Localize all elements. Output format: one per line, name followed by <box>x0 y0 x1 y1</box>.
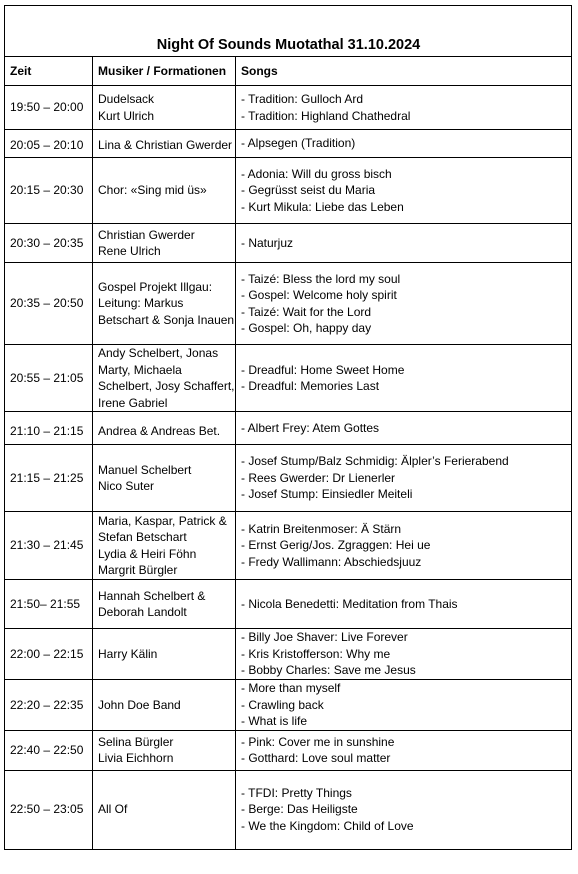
songs-cell <box>236 412 572 445</box>
song-line: - Crawling back <box>241 697 324 712</box>
table-row <box>5 770 572 849</box>
song-line: - We the Kingdom: Child of Love <box>241 818 414 833</box>
songs-cell <box>236 445 572 512</box>
song-line: - Rees Gwerder: Dr Lienerler <box>241 470 396 485</box>
song-line: - Ernst Gerig/Jos. Zgraggen: Hei ue <box>241 538 431 553</box>
time-cell: 22:40 – 22:50 <box>5 730 93 770</box>
musicians-cell <box>93 263 236 345</box>
song-line: - Gospel: Oh, happy day <box>241 321 372 335</box>
songs-cell <box>236 130 572 158</box>
song-line: - Alpsegen (Tradition) <box>241 136 356 151</box>
song-line: - Naturjuz <box>241 235 294 250</box>
songs-cell <box>236 345 572 412</box>
musicians-cell <box>93 512 236 580</box>
table-row <box>5 86 572 130</box>
song-line: - Kris Kristofferson: Why me <box>241 646 391 661</box>
musician-line: Andy Schelbert, Jonas <box>98 346 219 360</box>
song-line: - Billy Joe Shaver: Live Forever <box>241 630 408 645</box>
musicians-cell <box>93 224 236 263</box>
song-line: - Pink: Cover me in sunshine <box>241 734 395 749</box>
musician-line: Deborah Landolt <box>98 605 187 619</box>
time-cell: 20:55 – 21:05 <box>5 345 93 412</box>
songs-cell <box>236 158 572 224</box>
songs-cell <box>236 770 572 849</box>
time-cell: 20:35 – 20:50 <box>5 263 93 345</box>
header-songs: Songs <box>236 57 572 86</box>
songs-cell <box>236 86 572 130</box>
time-cell: 21:50– 21:55 <box>5 580 93 629</box>
song-line: - Tradition: Gulloch Ard <box>241 92 364 106</box>
table-row <box>5 130 572 158</box>
musician-line: Nico Suter <box>98 479 155 493</box>
table-row <box>5 629 572 680</box>
table-row <box>5 730 572 770</box>
musician-line: Irene Gabriel <box>98 395 168 410</box>
song-line: - Fredy Wallimann: Abschiedsjuuz <box>241 554 422 569</box>
song-line: - Nicola Benedetti: Meditation from Thais <box>241 596 458 611</box>
schedule-sheet <box>4 5 572 850</box>
musicians-cell <box>93 86 236 130</box>
musician-line: Dudelsack <box>98 92 155 106</box>
musician-line: Stefan Betschart <box>98 530 187 544</box>
table-row <box>5 445 572 512</box>
songs-cell <box>236 730 572 770</box>
table-row <box>5 580 572 629</box>
songs-cell <box>236 629 572 680</box>
musician-line: Livia Eichhorn <box>98 751 174 765</box>
song-line: - TFDI: Pretty Things <box>241 785 352 800</box>
musicians-cell <box>93 680 236 731</box>
table-row <box>5 512 572 580</box>
song-line: - Albert Frey: Atem Gottes <box>241 420 380 435</box>
table-row <box>5 345 572 412</box>
musicians-cell <box>93 580 236 629</box>
musician-line: Harry Kälin <box>98 646 158 661</box>
time-cell: 22:00 – 22:15 <box>5 629 93 680</box>
musicians-cell <box>93 770 236 849</box>
table-row <box>5 680 572 731</box>
song-line: - Katrin Breitenmoser: Ä Stärn <box>241 521 402 536</box>
time-cell: 19:50 – 20:00 <box>5 86 93 130</box>
musician-line: Marty, Michaela <box>98 362 182 377</box>
musician-line: Hannah Schelbert & <box>98 588 206 603</box>
time-cell: 20:30 – 20:35 <box>5 224 93 263</box>
schedule-body <box>5 86 572 850</box>
songs-cell <box>236 224 572 263</box>
musician-line: John Doe Band <box>98 697 181 712</box>
musician-line: Schelbert, Josy Schaffert, <box>98 379 235 393</box>
musician-line: Maria, Kaspar, Patrick & <box>98 513 227 528</box>
musician-line: Margrit Bürgler <box>98 563 178 577</box>
song-line: - What is life <box>241 714 308 728</box>
musician-line: Chor: «Sing mid üs» <box>98 183 207 198</box>
song-line: - Josef Stump/Balz Schmidig: Älpler’s Ferierabend <box>241 454 509 469</box>
musician-line: Lina & Christian Gwerder <box>98 138 233 153</box>
musicians-cell <box>93 445 236 512</box>
table-row <box>5 263 572 345</box>
time-cell: 21:30 – 21:45 <box>5 512 93 580</box>
songs-cell <box>236 512 572 580</box>
song-line: - Gotthard: Love soul matter <box>241 751 391 765</box>
header-musicians: Musiker / Formationen <box>93 57 236 86</box>
song-line: - Kurt Mikula: Liebe das Leben <box>241 199 404 214</box>
musicians-cell <box>93 345 236 412</box>
song-line: - More than myself <box>241 681 341 695</box>
musicians-cell <box>93 629 236 680</box>
time-cell: 22:50 – 23:05 <box>5 770 93 849</box>
musicians-cell <box>93 730 236 770</box>
table-row <box>5 412 572 445</box>
song-line: - Berge: Das Heiligste <box>241 802 358 817</box>
musicians-cell <box>93 158 236 224</box>
songs-cell <box>236 580 572 629</box>
page-title: Night Of Sounds Muotathal 31.10.2024 <box>5 6 572 57</box>
songs-cell <box>236 680 572 731</box>
time-cell: 20:05 – 20:10 <box>5 130 93 158</box>
musician-line: Christian Gwerder <box>98 227 195 242</box>
musicians-cell <box>93 412 236 445</box>
time-cell: 20:15 – 20:30 <box>5 158 93 224</box>
musician-line: Leitung: Markus <box>98 296 184 311</box>
songs-cell <box>236 263 572 345</box>
table-row <box>5 158 572 224</box>
time-cell: 21:10 – 21:15 <box>5 412 93 445</box>
song-line: - Gegrüsst seist du Maria <box>241 183 376 198</box>
musician-line: Lydia & Heiri Föhn <box>98 546 197 561</box>
musician-line: Rene Ulrich <box>98 244 161 258</box>
musician-line: Manuel Schelbert <box>98 462 192 477</box>
header-row <box>5 57 572 86</box>
musician-line: Kurt Ulrich <box>98 108 155 123</box>
header-time: Zeit <box>5 57 93 86</box>
musician-line: Gospel Projekt Illgau: <box>98 279 213 294</box>
song-line: - Gospel: Welcome holy spirit <box>241 288 397 302</box>
musician-line: All Of <box>98 802 128 817</box>
song-line: - Josef Stump: Einsiedler Meiteli <box>241 487 413 502</box>
time-cell: 21:15 – 21:25 <box>5 445 93 512</box>
song-line: - Dreadful: Memories Last <box>241 379 380 393</box>
musicians-cell <box>93 130 236 158</box>
musician-line: Andrea & Andreas Bet. <box>98 423 221 438</box>
table-row <box>5 224 572 263</box>
song-line: - Bobby Charles: Save me Jesus <box>241 663 416 678</box>
song-line: - Taizé: Bless the lord my soul <box>241 271 401 286</box>
song-line: - Adonia: Will du gross bisch <box>241 166 392 181</box>
song-line: - Tradition: Highland Chathedral <box>241 108 411 123</box>
title-row <box>5 6 572 57</box>
song-line: - Dreadful: Home Sweet Home <box>241 362 405 377</box>
song-line: - Taizé: Wait for the Lord <box>241 304 372 319</box>
schedule-table <box>4 5 572 850</box>
time-cell: 22:20 – 22:35 <box>5 680 93 731</box>
musician-line: Selina Bürgler <box>98 734 174 749</box>
musician-line: Betschart & Sonja Inauen <box>98 312 235 327</box>
